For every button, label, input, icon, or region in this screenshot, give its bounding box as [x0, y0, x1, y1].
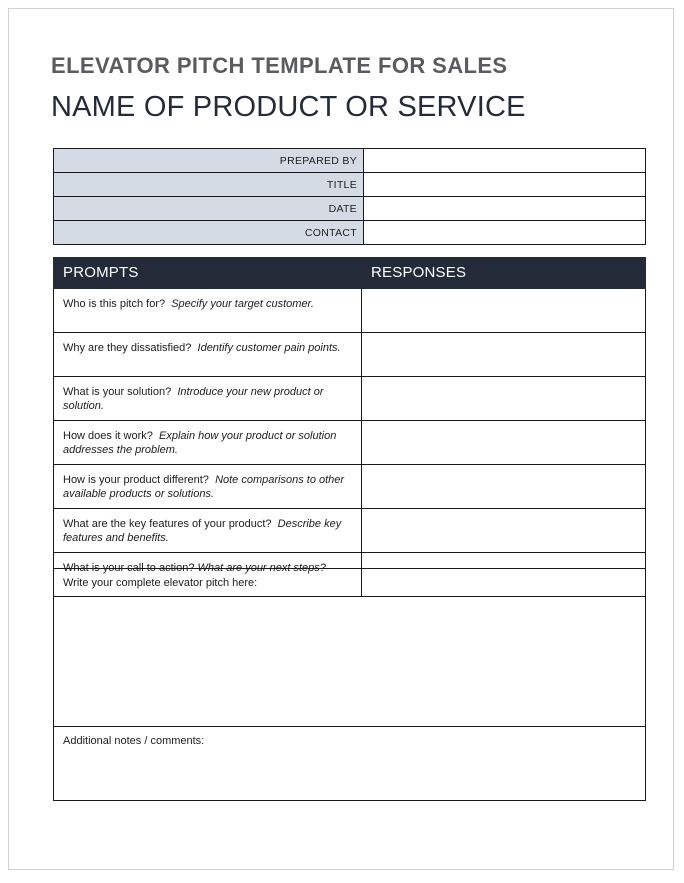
table-row: [54, 149, 646, 173]
prompt-cell-1: [54, 289, 362, 333]
elevator-pitch-label: Write your complete elevator pitch here:: [63, 577, 258, 589]
prompt-hint-7: What are your next steps?: [197, 562, 326, 574]
page-subtitle: NAME OF PRODUCT OR SERVICE: [51, 91, 526, 123]
prompt-hint-2: Identify customer pain points.: [197, 342, 341, 354]
table-row: [54, 727, 646, 801]
info-field-date[interactable]: [364, 197, 646, 221]
additional-notes-field[interactable]: [54, 727, 646, 801]
prompt-question-6: What are the key features of your product?: [63, 518, 272, 530]
table-row: [54, 333, 646, 377]
prompt-question-1: Who is this pitch for?: [63, 298, 166, 310]
prompt-hint-3: Introduce your new product or solution.: [63, 386, 324, 412]
prompt-question-5: How is your product different?: [63, 474, 209, 486]
info-label-prepared-by: PREPARED BY: [54, 149, 364, 173]
prompt-cell-3: [54, 377, 362, 421]
info-label-title: TITLE: [54, 173, 364, 197]
prompt-question-7: What is your call to action?: [63, 562, 195, 574]
table-row: [54, 465, 646, 509]
prompts-responses-table: [53, 257, 646, 597]
response-field-3[interactable]: [362, 377, 646, 421]
prompt-cell-2: [54, 333, 362, 377]
prompt-hint-5: Note comparisons to other available products or solutions.: [63, 474, 345, 500]
response-field-5[interactable]: [362, 465, 646, 509]
prompt-hint-4: Explain how your product or solution addresses the problem.: [63, 430, 337, 456]
column-header-responses: RESPONSES: [362, 258, 646, 289]
table-row: [54, 421, 646, 465]
prompt-question-4: How does it work?: [63, 430, 153, 442]
response-field-2[interactable]: [362, 333, 646, 377]
info-field-title[interactable]: [364, 173, 646, 197]
response-field-4[interactable]: [362, 421, 646, 465]
table-row: [54, 221, 646, 245]
response-field-1[interactable]: [362, 289, 646, 333]
prompt-cell-4: [54, 421, 362, 465]
table-row: [54, 377, 646, 421]
table-row: [54, 197, 646, 221]
info-label-date: DATE: [54, 197, 364, 221]
prepared-by-info-table: [53, 148, 646, 245]
prompt-question-3: What is your solution?: [63, 386, 172, 398]
prompt-hint-6: Describe key features and benefits.: [63, 518, 342, 544]
column-header-prompts: PROMPTS: [54, 258, 362, 289]
info-field-prepared-by[interactable]: [364, 149, 646, 173]
prompt-cell-6: [54, 509, 362, 553]
document-page: [8, 8, 674, 870]
additional-notes-label: Additional notes / comments:: [63, 735, 205, 747]
info-field-contact[interactable]: [364, 221, 646, 245]
prompt-hint-1: Specify your target customer.: [171, 298, 314, 310]
page-title: ELEVATOR PITCH TEMPLATE FOR SALES: [51, 53, 508, 78]
writeup-section-table: [53, 568, 646, 801]
table-row: [54, 509, 646, 553]
prompt-cell-5: [54, 465, 362, 509]
table-row: [54, 289, 646, 333]
response-field-6[interactable]: [362, 509, 646, 553]
table-row: [54, 569, 646, 727]
prompt-question-2: Why are they dissatisfied?: [63, 342, 192, 354]
info-label-contact: CONTACT: [54, 221, 364, 245]
elevator-pitch-field[interactable]: [54, 569, 646, 727]
table-row: [54, 173, 646, 197]
table-header-row: [54, 258, 646, 289]
